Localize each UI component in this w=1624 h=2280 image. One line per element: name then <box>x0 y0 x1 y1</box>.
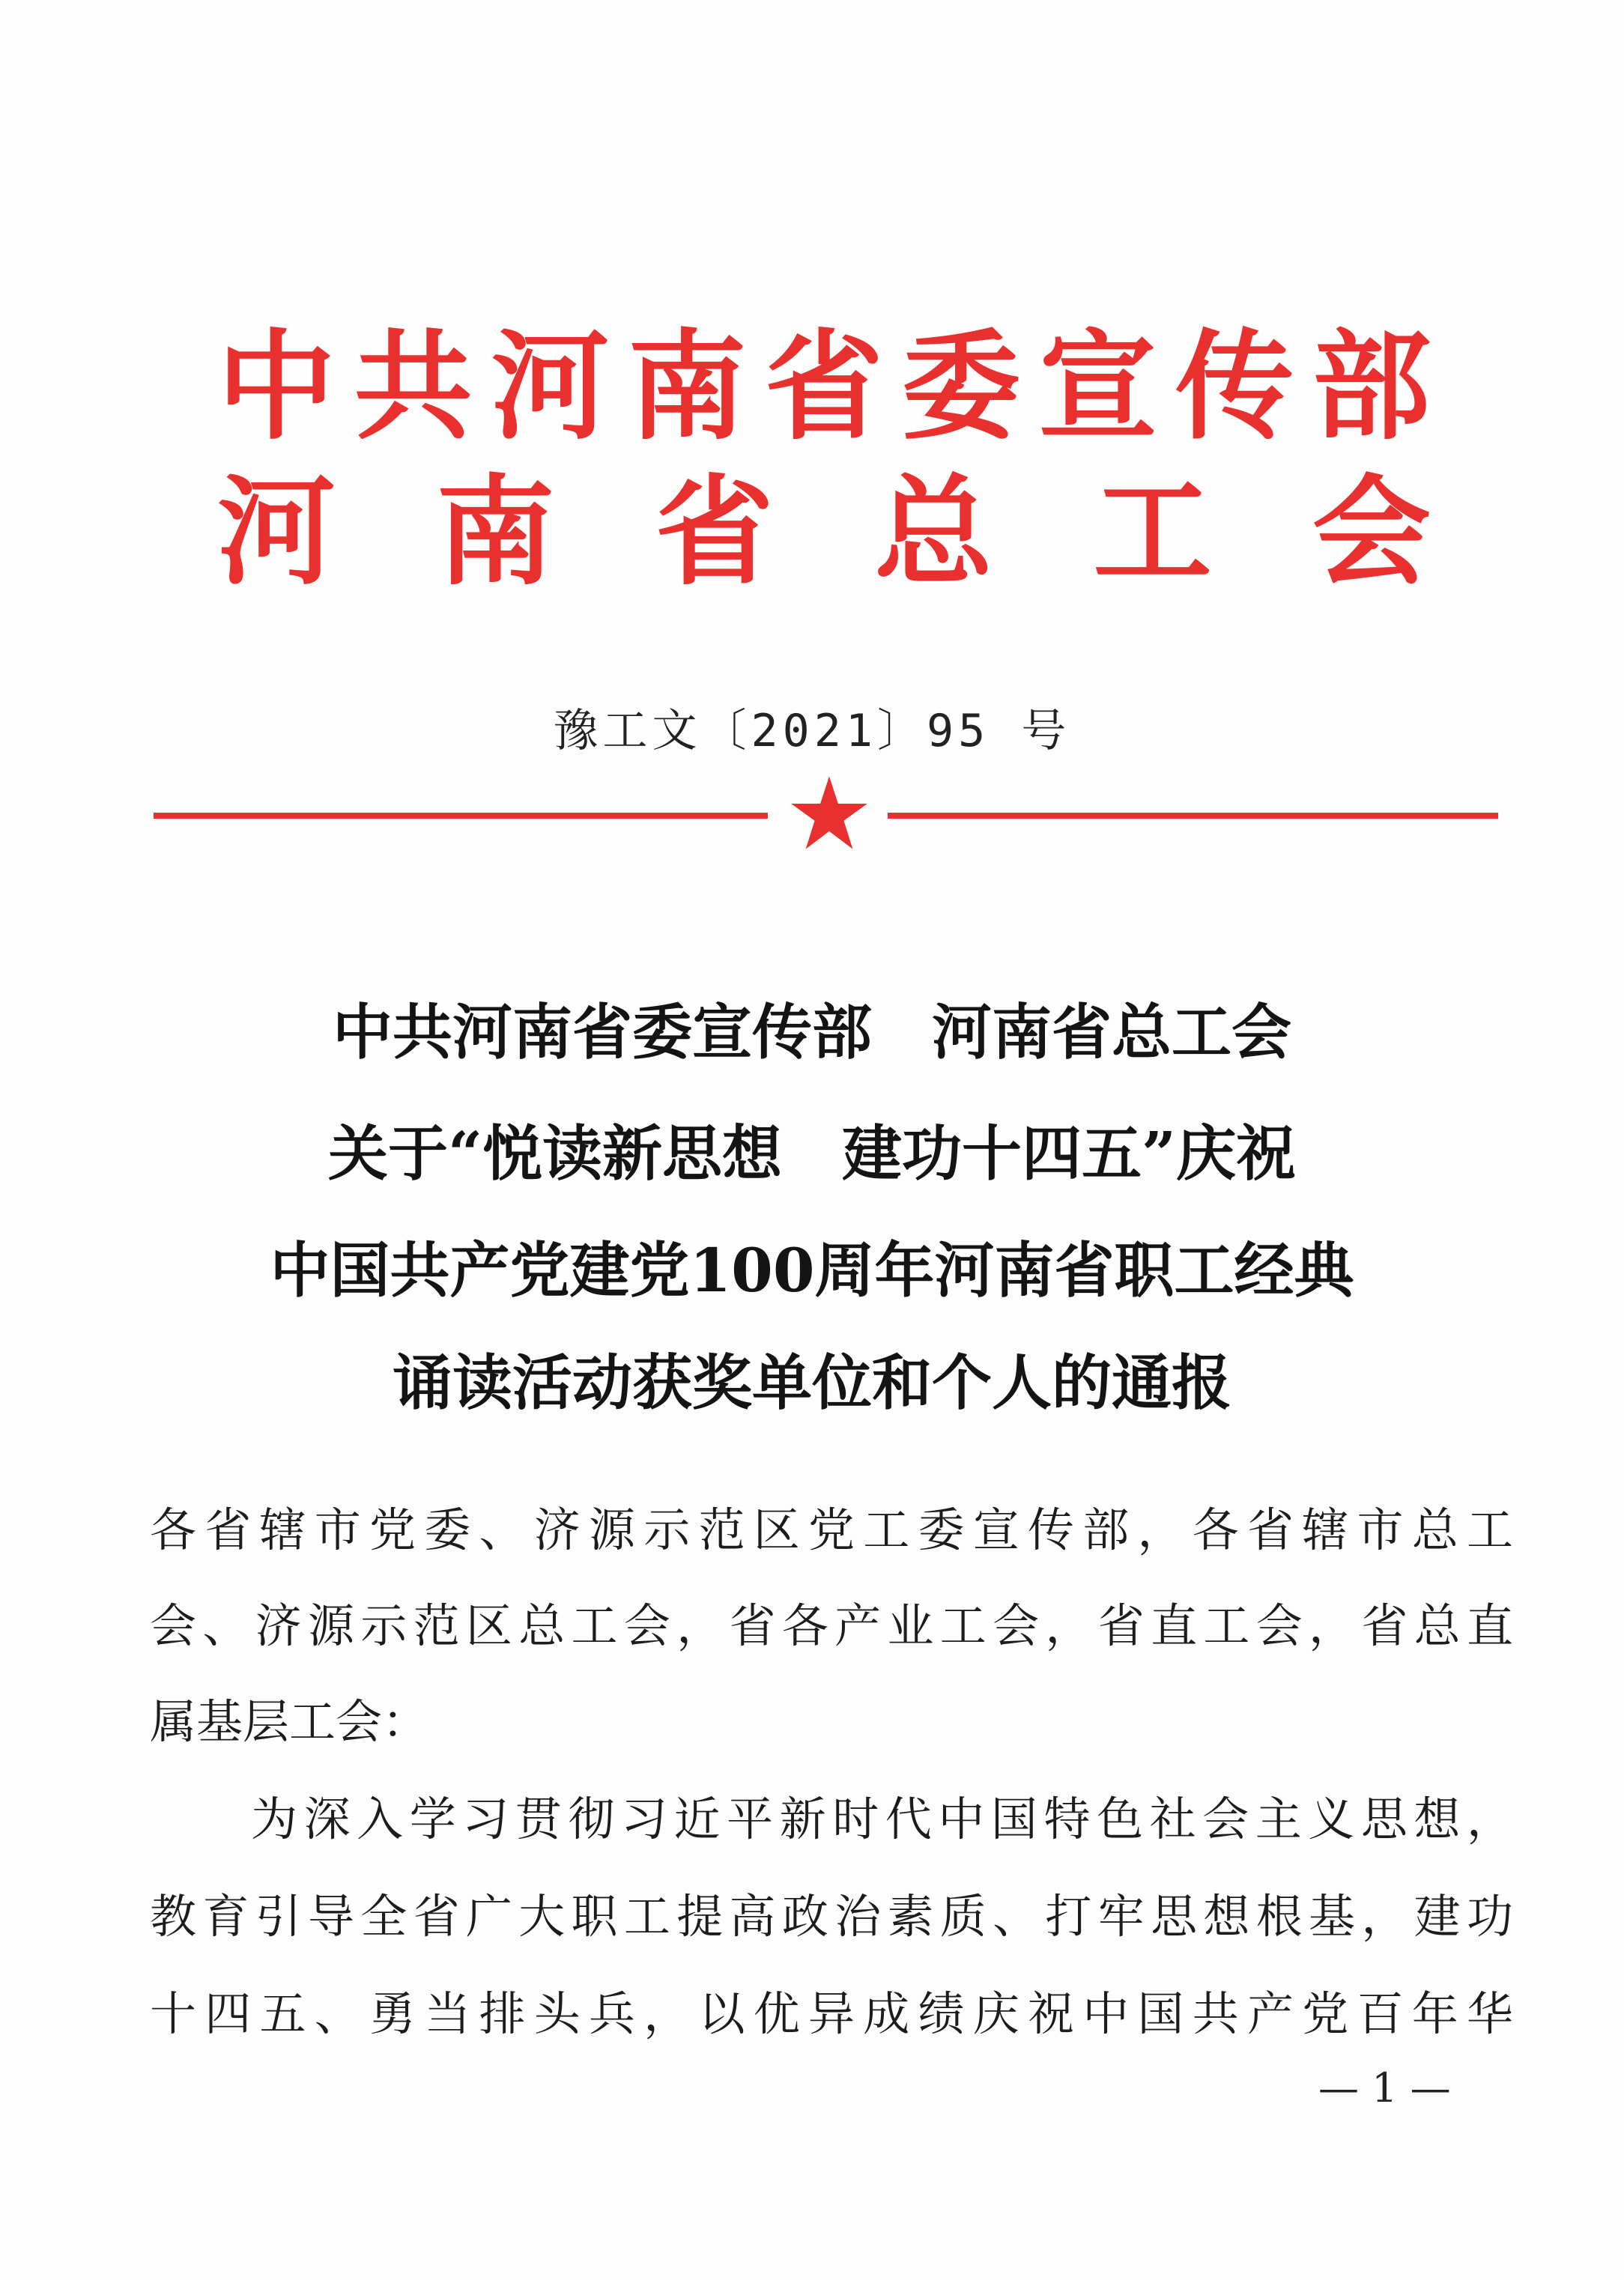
masthead-char: 中 <box>217 318 336 456</box>
masthead-char: 总 <box>874 463 993 601</box>
masthead-char: 部 <box>1312 318 1431 456</box>
red-rule-right <box>888 813 1498 819</box>
masthead-char: 委 <box>901 318 1020 456</box>
masthead-char: 传 <box>1175 318 1294 456</box>
masthead-char: 省 <box>765 318 883 456</box>
title-line-1: 中共河南省委宣传部 河南省总工会 <box>333 997 1291 1067</box>
paragraph-line-3: 十四五、勇当排头兵，以优异成绩庆祝中国共产党百年华 <box>150 1986 1513 2041</box>
masthead-char: 南 <box>436 463 555 601</box>
masthead-line-1 <box>217 318 1431 456</box>
masthead-char: 河 <box>491 318 610 456</box>
paragraph-line-1: 为深入学习贯彻习近平新时代中国特色社会主义思想， <box>251 1792 1513 1846</box>
page-number: — 1 — <box>1318 2064 1451 2111</box>
document-number: 豫工文〔2021〕95 号 <box>553 705 1071 757</box>
title-line-4: 诵读活动获奖单位和个人的通报 <box>393 1347 1231 1418</box>
masthead-char: 工 <box>1093 463 1212 601</box>
title-line-2: 关于“悦读新思想 建功十四五”庆祝 <box>327 1118 1297 1189</box>
recipients-line-2: 会、济源示范区总工会，省各产业工会，省直工会，省总直 <box>150 1598 1513 1653</box>
red-rule-left <box>154 813 768 819</box>
masthead-char: 南 <box>628 318 747 456</box>
masthead-char: 宣 <box>1038 318 1157 456</box>
masthead-line-2 <box>217 463 1431 601</box>
recipients-line-3: 属基层工会： <box>150 1694 429 1749</box>
title-line-3: 中国共产党建党100周年河南省职工经典 <box>270 1235 1354 1306</box>
masthead-char: 共 <box>354 318 473 456</box>
masthead-char: 会 <box>1312 463 1431 601</box>
red-star-icon <box>789 773 870 854</box>
masthead-char: 河 <box>217 463 336 601</box>
paragraph-line-2: 教育引导全省广大职工提高政治素质、打牢思想根基，建功 <box>150 1889 1513 1944</box>
recipients-line-1: 各省辖市党委、济源示范区党工委宣传部，各省辖市总工 <box>150 1503 1513 1557</box>
masthead-char: 省 <box>655 463 774 601</box>
